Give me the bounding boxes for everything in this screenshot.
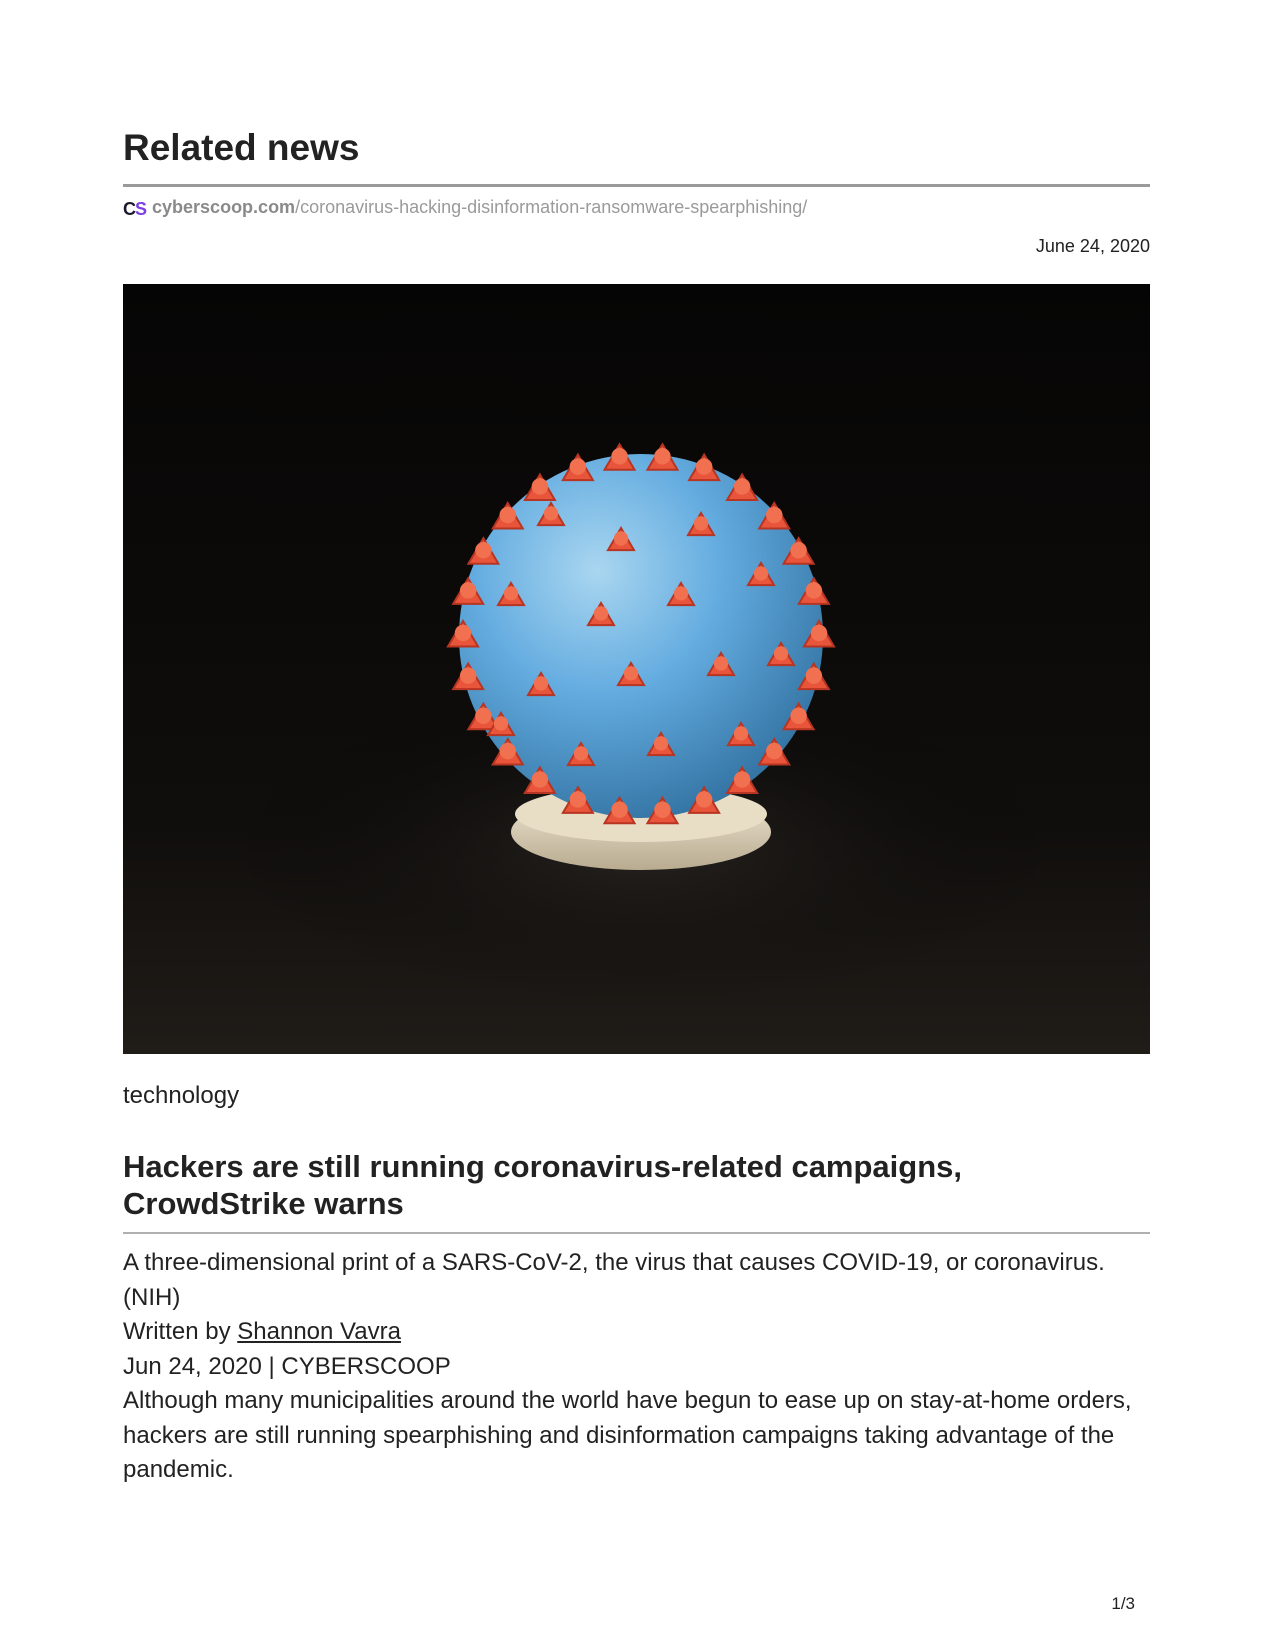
virus-spike-highlight (734, 771, 751, 788)
virus-spike-highlight (532, 478, 549, 495)
virus-spike-highlight (611, 448, 628, 465)
virus-spike-highlight (611, 801, 628, 818)
title-divider (123, 184, 1150, 187)
source-domain: cyberscoop.com (152, 197, 296, 217)
virus-spike-highlight (696, 458, 713, 475)
virus-spike-highlight (734, 726, 748, 740)
headline-divider (123, 1232, 1150, 1234)
virus-spike-highlight (460, 582, 477, 599)
virus-spike-highlight (674, 586, 688, 600)
virus-spike-highlight (534, 676, 548, 690)
virus-spike-highlight (574, 746, 588, 760)
virus-spike-highlight (475, 707, 492, 724)
byline (123, 1315, 1150, 1350)
virus-spike-highlight (475, 542, 492, 559)
virus-spike-highlight (500, 743, 517, 760)
page-number: 1/3 (1111, 1594, 1135, 1613)
virus-spike-highlight (532, 771, 549, 788)
virus-spike-highlight (714, 656, 728, 670)
virus-spike-highlight (460, 667, 477, 684)
article-body (123, 1246, 1150, 1488)
virus-spike-highlight (614, 531, 628, 545)
virus-spike-highlight (494, 716, 508, 730)
virus-spike-highlight (504, 586, 518, 600)
virus-spike-highlight (594, 606, 608, 620)
virus-spike-highlight (570, 458, 587, 475)
section-title: Related news (123, 127, 360, 168)
virus-spike-highlight (544, 506, 558, 520)
virus-spike-highlight (624, 666, 638, 680)
source-link[interactable] (123, 197, 807, 220)
virus-spike-highlight (766, 507, 783, 524)
virus-spike-highlight (654, 801, 671, 818)
virus-spike-highlight (806, 582, 823, 599)
publish-date: June 24, 2020 (1035, 236, 1150, 256)
virus-spike-highlight (790, 707, 807, 724)
virus-spike-highlight (694, 516, 708, 530)
dateline: Jun 24, 2020 | CYBERSCOOP (123, 1352, 451, 1380)
source-path: /coronavirus-hacking-disinformation-ransomware-spearphishing/ (295, 197, 808, 217)
virus-spike-highlight (774, 646, 788, 660)
article-headline[interactable]: Hackers are still running coronavirus-related campaigns, CrowdStrike warns (123, 1149, 963, 1221)
author-link[interactable]: Shannon Vavra (237, 1318, 401, 1345)
virus-spike-highlight (455, 625, 472, 642)
virus-spike-highlight (806, 667, 823, 684)
virus-spike-highlight (696, 791, 713, 808)
cyberscoop-logo-icon: CS (123, 199, 147, 219)
virus-spike-highlight (811, 625, 828, 642)
coronavirus-model-photo (123, 284, 1150, 1054)
article-lede: Although many municipalities around the world have begun to ease up on stay-at-home orders, hackers are still running spearphishing and disinformation campaigns taking advantage of the pandemic. (123, 1387, 1132, 1483)
virus-spike-highlight (766, 743, 783, 760)
virus-spike-highlight (654, 736, 668, 750)
byline-prefix: Written by (123, 1318, 238, 1345)
virus-spike-highlight (654, 448, 671, 465)
virus-spike-highlight (570, 791, 587, 808)
image-caption: A three-dimensional print of a SARS-CoV-2, the virus that causes COVID-19, or coronavirus. (NIH) (123, 1249, 1105, 1311)
virus-spike-highlight (754, 566, 768, 580)
virus-spike-highlight (790, 542, 807, 559)
virus-spike-highlight (500, 507, 517, 524)
article-category: technology (123, 1082, 240, 1109)
virus-spike-highlight (734, 478, 751, 495)
